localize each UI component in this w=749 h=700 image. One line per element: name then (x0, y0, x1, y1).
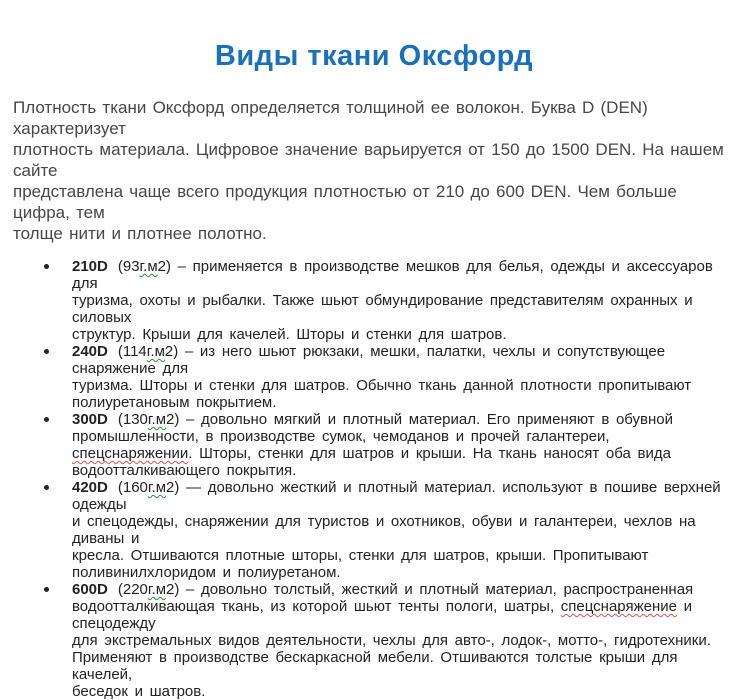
item-text (72, 343, 735, 411)
list-item (42, 581, 735, 700)
item-description: (93г.м2) – применяется в производстве мешков для белья, одежды и аксессуаров для туризма, охоты и рыбалки. Также шьют обмундирование представителям охранных и силовых структур. Крыши для качелей. Шторы и стенки для шатров. (72, 258, 713, 343)
bullet-icon (42, 258, 72, 275)
list-item (42, 411, 735, 479)
item-text (72, 411, 735, 479)
density-code: 300D (72, 411, 108, 428)
item-text (72, 258, 735, 343)
document-page (0, 40, 749, 700)
density-code: 600D (72, 581, 108, 598)
item-description: (220г.м2) – довольно толстый, жесткий и плотный материал, распространенная водоотталкивающая ткань, из которой шьют тенты пологи, шатры, спецснаряжение и спецодежду для экстремальных видов деятельности, чехлы для авто-, лодок-, мотто-, гидротехники. Применяют в производстве бескаркасной мебели. Отшиваются толстые крыши для качелей, беседок и шатров. (72, 581, 711, 700)
intro-paragraph: Плотность ткани Оксфорд определяется толщиной ее волокон. Буква D (DEN) характеризует плотность материала. Цифровое значение варьируется от 150 до 1500 DEN. На нашем сайте представлена чаще всего продукция плотностью от 210 до 600 DEN. Чем больше цифра, тем толще нити и плотнее полотно. (13, 98, 724, 243)
item-description: (160г.м2) — довольно жесткий и плотный материал. используют в пошиве верхней одежды и спецодежды, снаряжении для туристов и охотников, обуви и галантереи, чехлов на диваны и кресла. Отшиваются плотные шторы, стенки для шатров, крыши. Пропитывают поливинилхлоридом и полиуретаном. (72, 479, 721, 581)
density-code: 420D (72, 479, 108, 496)
bullet-icon (42, 581, 72, 598)
list-item (42, 343, 735, 411)
item-text (72, 581, 735, 700)
bullet-icon (42, 343, 72, 360)
bullet-icon (42, 479, 72, 496)
density-code: 240D (72, 343, 108, 360)
density-code: 210D (72, 258, 108, 275)
fabric-density-list (42, 258, 735, 700)
item-description: (114г.м2) – из него шьют рюкзаки, мешки, палатки, чехлы и сопутствующее снаряжение для туризма. Шторы и стенки для шатров. Обычно ткань данной плотности пропитывают полиуретановым покрытием. (72, 343, 692, 411)
item-text (72, 479, 735, 581)
bullet-icon (42, 411, 72, 428)
item-description: (130г.м2) – довольно мягкий и плотный материал. Его применяют в обувной промышленности, в производстве сумок, чемоданов и прочей галантереи, спецснаряжении. Шторы, стенки для шатров и крыши. На ткань наносят оба вида водоотталкивающего покрытия. (72, 411, 674, 479)
list-item (42, 479, 735, 581)
list-item (42, 258, 735, 343)
page-title: Виды ткани Оксфорд (214, 40, 534, 72)
